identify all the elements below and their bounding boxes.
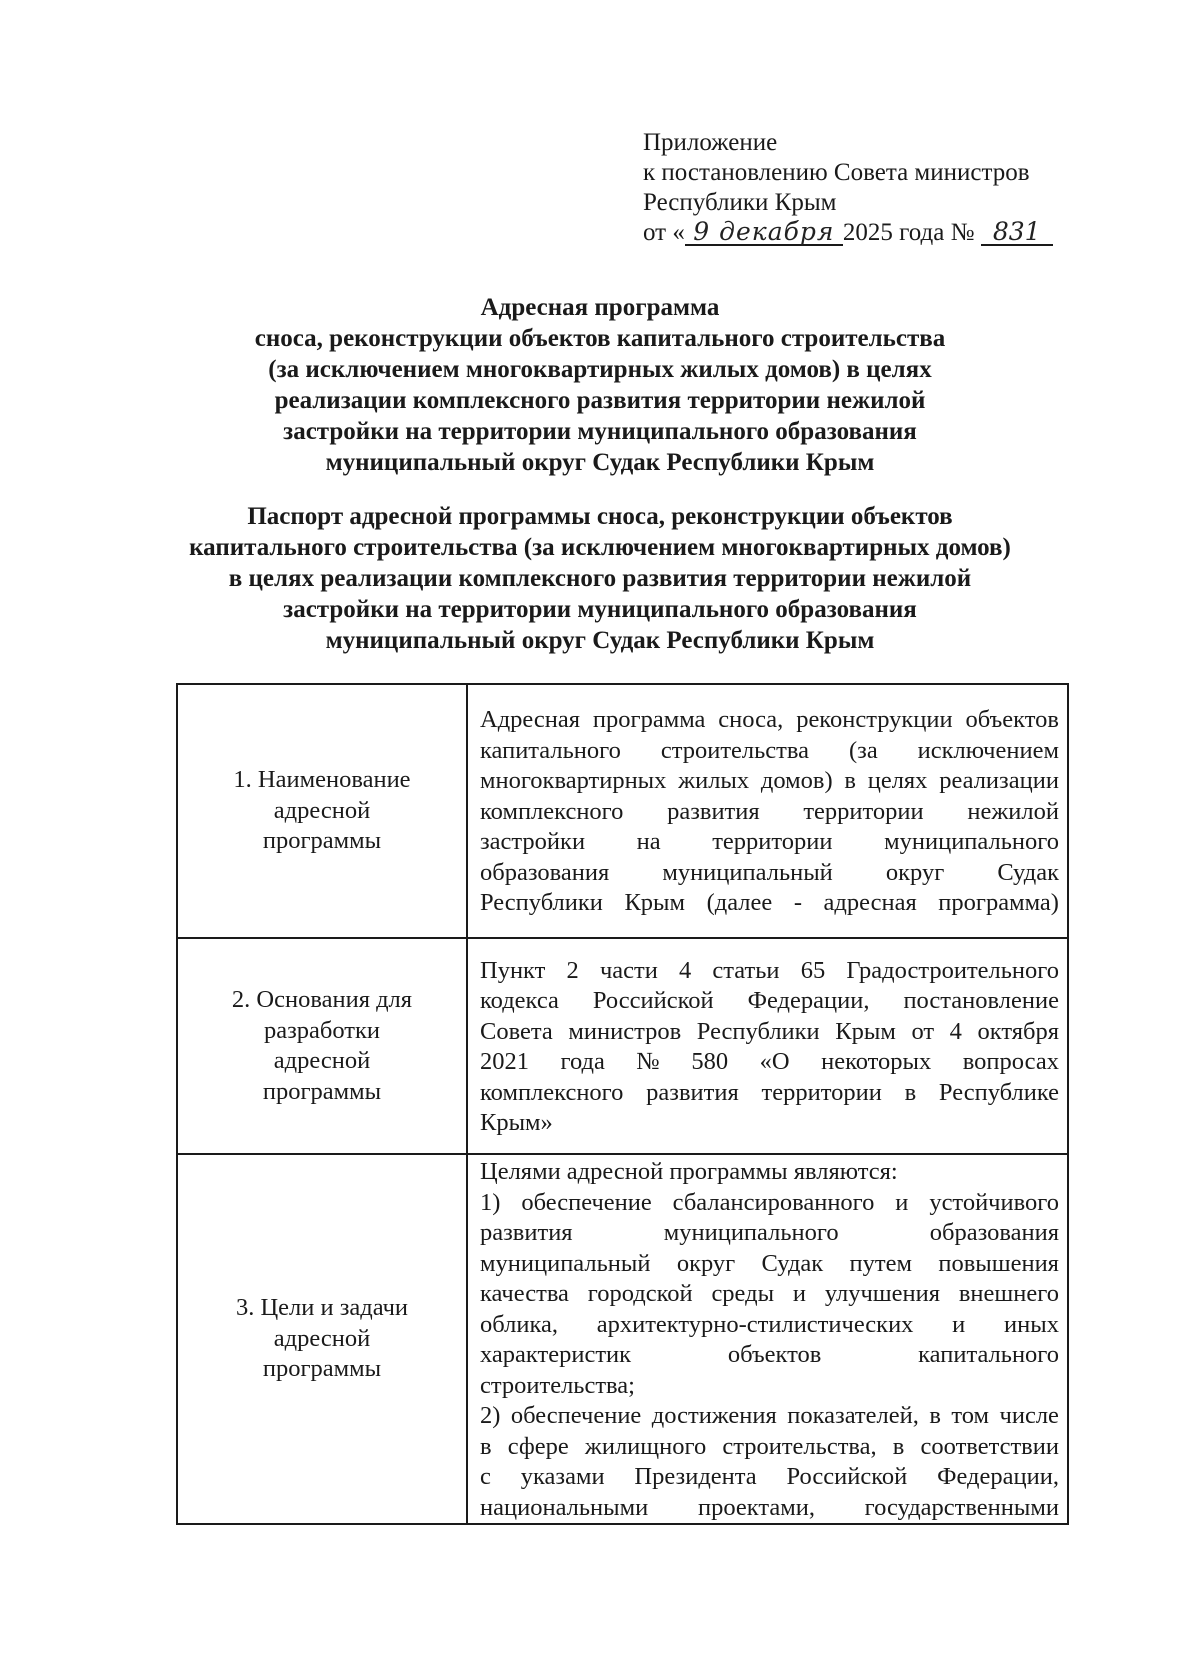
date-suffix: 2025 года №	[842, 219, 975, 246]
row-label-cell	[177, 938, 467, 1154]
appendix-date-line	[643, 218, 1053, 248]
handwritten-number: 831	[981, 220, 1053, 246]
row-label-line: 3. Цели и задачи	[235, 1294, 409, 1322]
content-line: Адресная программа сноса, реконструкции объектов	[480, 706, 1059, 734]
content-line: Крым»	[480, 1109, 553, 1136]
content-line: муниципальный округ Судак путем повышения	[480, 1249, 1059, 1277]
appendix-line-1: Приложение	[643, 129, 778, 156]
row-label-line: 2. Основания для	[231, 986, 413, 1013]
content-line: Совета министров Республики Крым от 4 октября	[480, 1017, 1059, 1045]
content-line: Пункт 2 части 4 статьи 65 Градостроительного	[480, 956, 1059, 984]
row-content-cell	[467, 1154, 1068, 1524]
content-line: застройки на территории муниципального	[480, 828, 1059, 856]
passport-table	[176, 683, 1069, 1525]
content-line: многоквартирных жилых домов) в целях реализации	[480, 767, 1059, 795]
content-line: национальными проектами, государственными	[480, 1493, 1059, 1521]
content-line: кодекса Российской Федерации, постановление	[480, 987, 1059, 1014]
title-line: застройки на территории муниципального образования	[283, 418, 917, 445]
row-label-cell	[177, 684, 467, 938]
table-row	[177, 1154, 1068, 1524]
passport-title-line: в целях реализации комплексного развития территории нежилой	[228, 565, 972, 592]
row-label-cell	[177, 1154, 467, 1524]
content-line: развития муниципального образования	[480, 1219, 1059, 1246]
appendix-block	[643, 128, 1053, 248]
content-line: комплексного развития территории в Республике	[480, 1078, 1059, 1106]
handwritten-date: 9 декабря	[685, 220, 843, 246]
table-row	[177, 684, 1068, 938]
document-title	[150, 292, 1050, 478]
content-line: комплексного развития территории нежилой	[480, 797, 1059, 825]
content-line: характеристик объектов капитального	[480, 1341, 1059, 1368]
title-line: сноса, реконструкции объектов капитального строительства	[254, 325, 946, 352]
content-line: 2021 года № 580 «О некоторых вопросах	[480, 1048, 1059, 1075]
title-line: реализации комплексного развития территории нежилой	[274, 387, 926, 414]
passport-title	[150, 501, 1050, 656]
content-line: в сфере жилищного строительства, в соответствии	[480, 1432, 1059, 1460]
content-line: образования муниципальный округ Судак	[480, 858, 1059, 886]
row-label-line: программы	[262, 1355, 382, 1383]
row-label-line: адресной	[273, 1324, 371, 1352]
row-label-line: адресной	[273, 1047, 371, 1074]
row-label-line: программы	[262, 827, 382, 855]
content-line: с указами Президента Российской Федерации,	[480, 1463, 1059, 1490]
row-label-line: программы	[262, 1077, 382, 1105]
row-label-line: разработки	[263, 1016, 381, 1044]
row-label-line: адресной	[273, 796, 371, 824]
title-line: Адресная программа	[480, 294, 720, 321]
passport-title-line: Паспорт адресной программы сноса, реконструкции объектов	[247, 503, 953, 530]
row-content-cell	[467, 938, 1068, 1154]
passport-title-line: капитального строительства (за исключением многоквартирных домов)	[189, 534, 1011, 561]
content-line: Целями адресной программы являются:	[480, 1158, 898, 1185]
content-line: строительства;	[480, 1371, 635, 1399]
row-label-line: 1. Наименование	[233, 766, 411, 794]
date-prefix: от «	[643, 219, 685, 246]
content-line: Республики Крым (далее - адресная программа)	[480, 889, 1059, 917]
content-line: 1) обеспечение сбалансированного и устойчивого	[480, 1188, 1059, 1216]
content-line: облика, архитектурно-стилистических и иных	[480, 1310, 1059, 1338]
appendix-line-2: к постановлению Совета министров	[643, 159, 1030, 186]
title-line: муниципальный округ Судак Республики Крым	[325, 449, 875, 476]
passport-title-line: муниципальный округ Судак Республики Крым	[325, 627, 875, 654]
table-row	[177, 938, 1068, 1154]
content-line: качества городской среды и улучшения внешнего	[480, 1280, 1059, 1307]
content-line: 2) обеспечение достижения показателей, в том числе	[480, 1402, 1059, 1429]
row-content-cell	[467, 684, 1068, 938]
title-line: (за исключением многоквартирных жилых домов) в целях	[268, 356, 932, 383]
appendix-line-3: Республики Крым	[643, 189, 837, 216]
passport-title-line: застройки на территории муниципального образования	[283, 596, 917, 623]
content-line: капитального строительства (за исключением	[480, 736, 1059, 764]
